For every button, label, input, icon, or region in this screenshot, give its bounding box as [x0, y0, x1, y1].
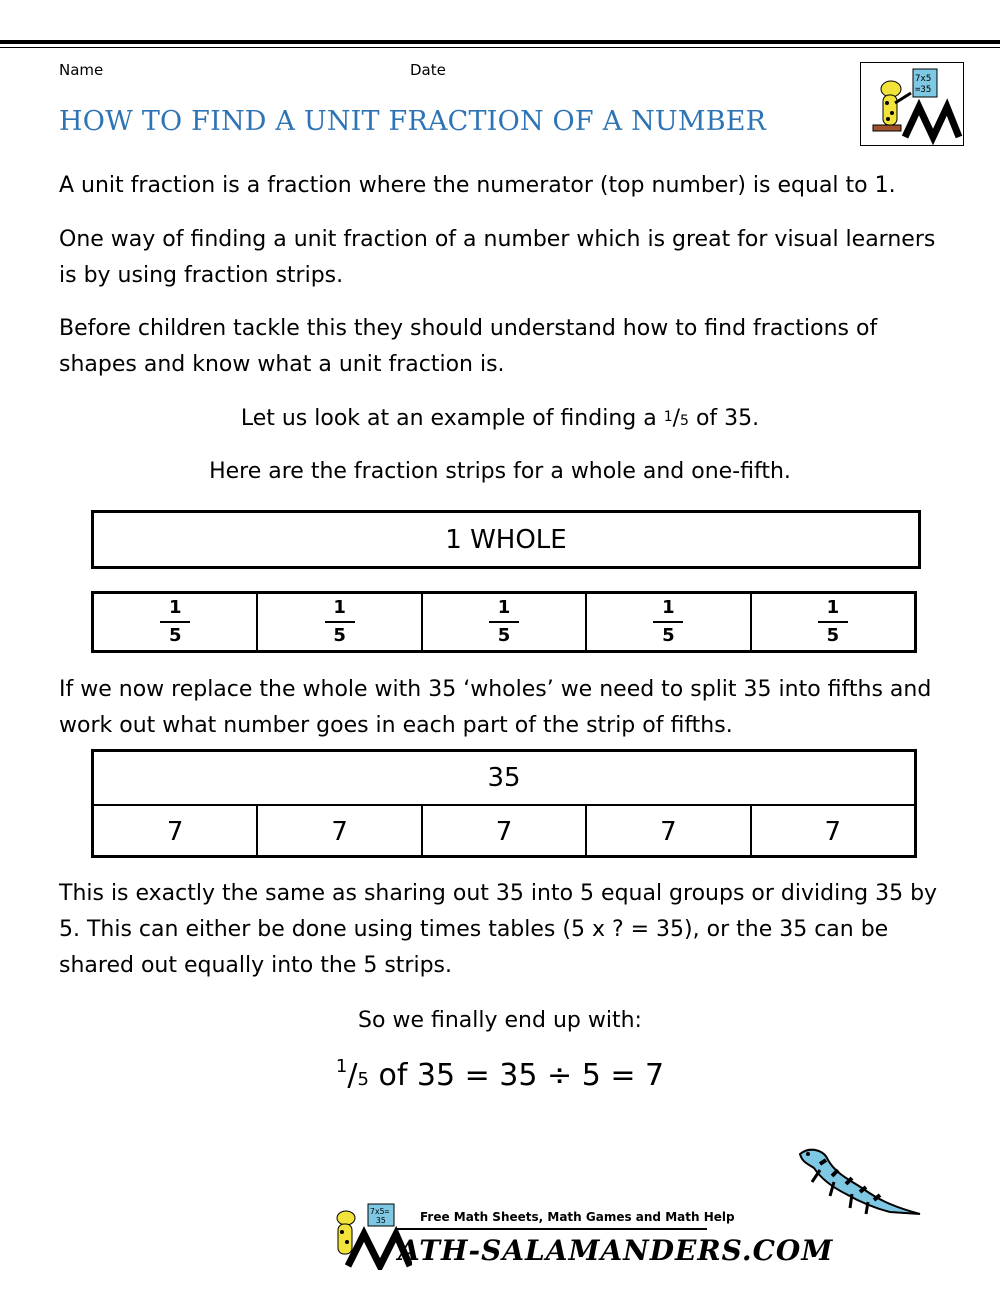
fifth-cell: $\frac{1}{5}$	[752, 594, 914, 650]
seven-cell: 7	[258, 806, 422, 857]
replace-paragraph: If we now replace the whole with 35 ‘wholes’ we need to split 35 into fifths and work out what number goes in each part of the strip of fifths.	[59, 677, 932, 738]
seven-cell: 7	[94, 806, 258, 857]
top-rule-thick	[0, 40, 1000, 44]
svg-text:7x5=: 7x5=	[370, 1207, 390, 1216]
whole-strip	[91, 510, 921, 569]
date-label: Date	[410, 61, 446, 79]
example-line: Let us look at an example of finding a $^1$/5 of 35.	[240, 406, 760, 431]
salamander-illustration	[790, 1140, 930, 1230]
svg-text:35: 35	[376, 1216, 386, 1225]
fifth-cell: $\frac{1}{5}$	[423, 594, 587, 650]
final-equation: $^1$/5 of 35 = 35 ÷ 5 = 7	[335, 1056, 665, 1093]
finally-line: So we finally end up with:	[358, 1008, 642, 1033]
fifths-strip	[91, 591, 917, 653]
seven-cell: 7	[587, 806, 751, 857]
salamander-logo	[860, 62, 964, 146]
svg-text:=35: =35	[915, 85, 932, 95]
sharing-paragraph: This is exactly the same as sharing out 35 into 5 equal groups or dividing 35 by 5. This can either be done using times tables (5 x ? = 35), or the 35 can be shared out equally into the 5 strips.	[59, 881, 938, 978]
footer-site-link[interactable]: ATH-SALAMANDERS.COM	[398, 1234, 834, 1267]
footer-rule	[395, 1228, 707, 1230]
prerequisite-paragraph: Before children tackle this they should understand how to find fractions of shapes and know what a unit fraction is.	[59, 316, 878, 377]
visual-learners-paragraph: One way of finding a unit fraction of a number which is great for visual learners is by using fraction strips.	[59, 227, 936, 288]
page-title: HOW TO FIND A UNIT FRACTION OF A NUMBER	[59, 106, 767, 137]
svg-text:7x5: 7x5	[915, 74, 932, 84]
intro-paragraph: A unit fraction is a fraction where the numerator (top number) is equal to 1.	[59, 173, 896, 198]
footer-tagline: Free Math Sheets, Math Games and Math Help	[420, 1210, 735, 1224]
seven-cell: 7	[423, 806, 587, 857]
fifth-cell: $\frac{1}{5}$	[258, 594, 422, 650]
fifth-cell: $\frac{1}{5}$	[587, 594, 751, 650]
seven-cell: 7	[824, 816, 842, 847]
whole-strip-label: 1 WHOLE	[445, 524, 567, 555]
strips-intro: Here are the fraction strips for a whole and one-fifth.	[209, 459, 791, 484]
thirty-five-whole: 35	[94, 752, 914, 806]
top-rule-thin	[0, 47, 1000, 48]
thirty-five-strip	[91, 749, 917, 858]
name-label: Name	[59, 61, 104, 79]
fifth-cell: $\frac{1}{5}$	[94, 594, 258, 650]
